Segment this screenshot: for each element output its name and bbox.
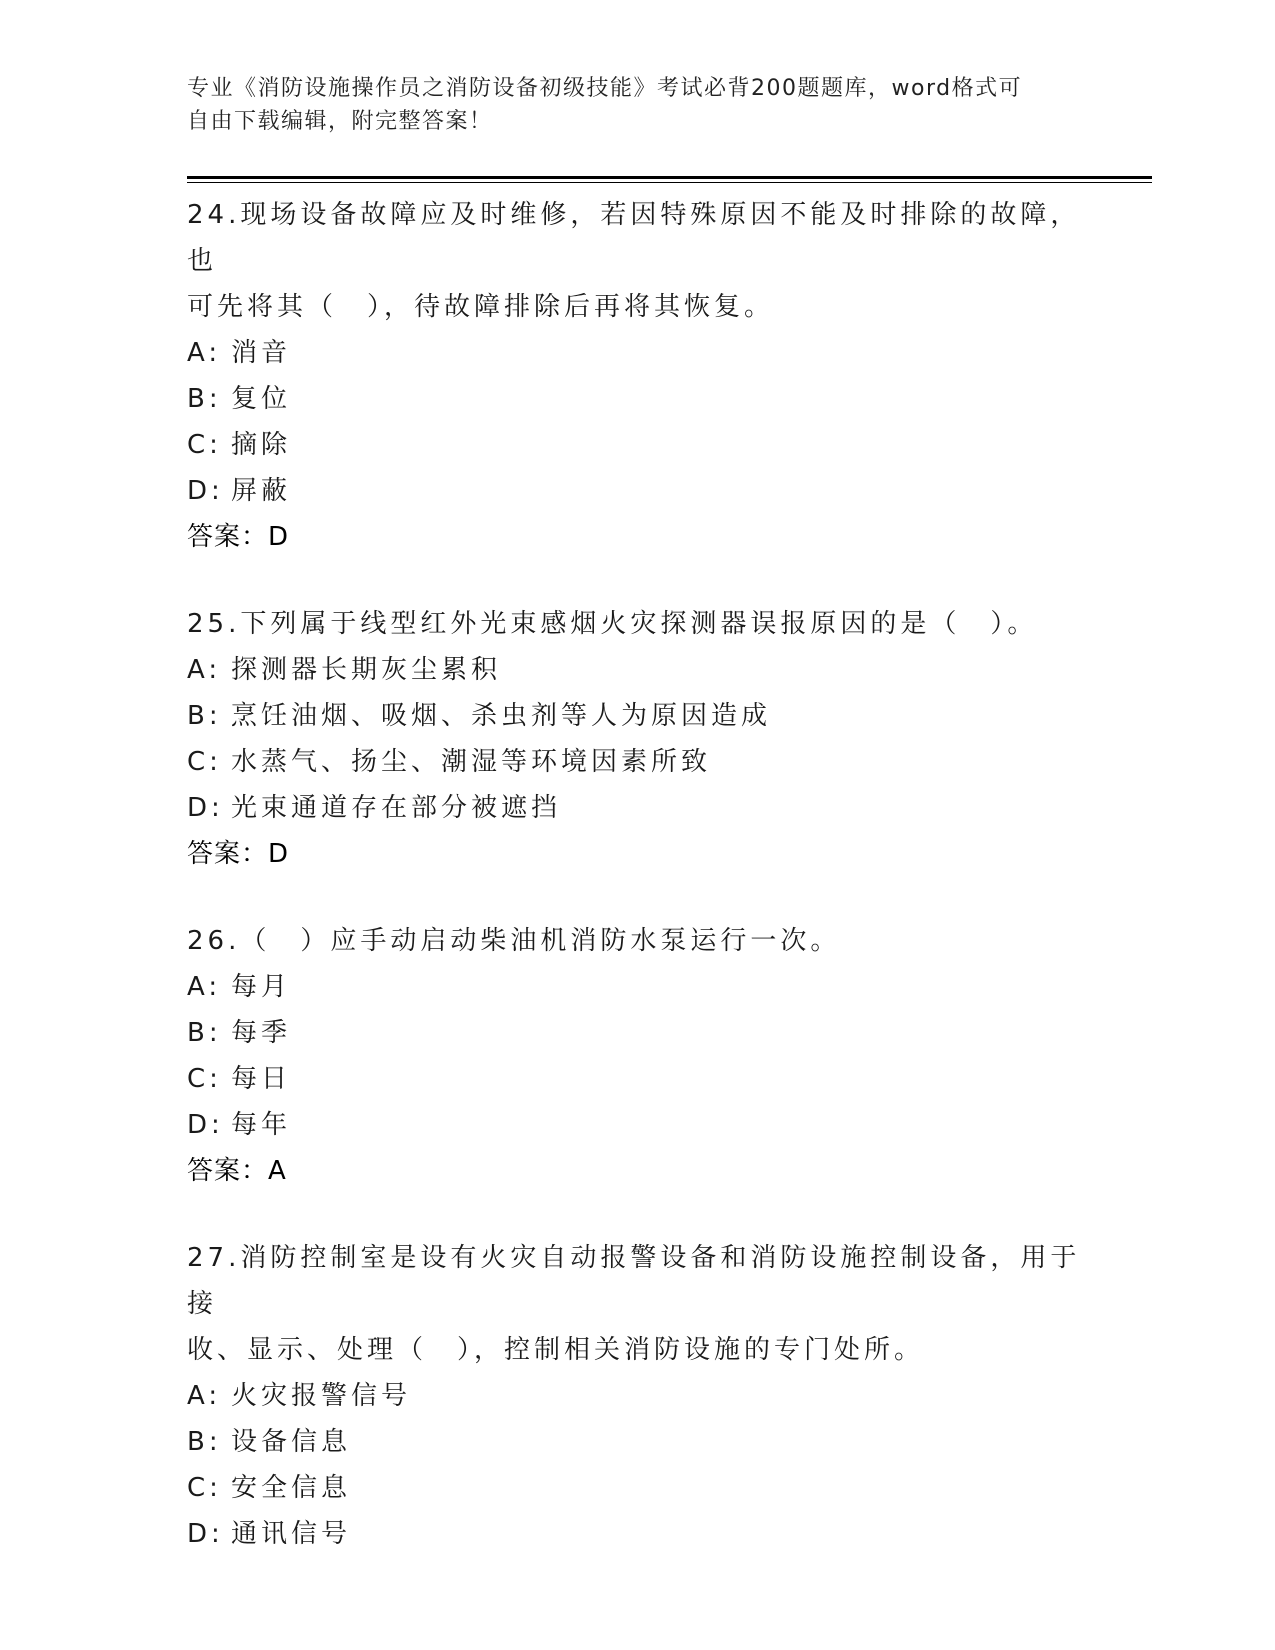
option-a [187,647,1087,693]
option-key: D: [187,793,224,823]
option-text: 烹饪油烟、吸烟、杀虫剂等人为原因造成 [231,701,772,731]
option-text: 屏蔽 [231,476,292,506]
option-d [187,1102,1087,1148]
option-text: 摘除 [231,430,292,460]
option-text: 复位 [231,384,292,414]
option-text: 通讯信号 [231,1519,352,1549]
question-stem [187,1235,1087,1373]
option-d [187,468,1087,514]
answer-line: 答案：D [187,839,290,869]
option-key: B: [187,701,222,731]
option-key: B: [187,384,222,414]
option-c [187,1465,1087,1511]
option-text: 每日 [231,1064,292,1094]
question-25 [187,601,1087,877]
option-key: D: [187,476,224,506]
header-divider-thick [187,176,1152,179]
option-a [187,1373,1087,1419]
answer-line: 答案：D [187,522,290,552]
document-header [187,72,1067,138]
question-stem-line: 27.消防控制室是设有火灾自动报警设备和消防设施控制设备，用于接 [187,1243,1081,1319]
option-key: C: [187,430,222,460]
option-text: 水蒸气、扬尘、潮湿等环境因素所致 [231,747,712,777]
option-key: C: [187,747,222,777]
header-divider-thin [187,182,1152,183]
question-stem-line: 可先将其（ ），待故障排除后再将其恢复。 [187,292,775,322]
option-text: 每季 [231,1018,292,1048]
option-key: D: [187,1519,224,1549]
option-key: A: [187,972,222,1002]
question-stem-line: 24.现场设备故障应及时维修，若因特殊原因不能及时排除的故障，也 [187,200,1081,276]
option-key: A: [187,655,222,685]
question-stem-line: 收、显示、处理（ ），控制相关消防设施的专门处所。 [187,1335,925,1365]
option-text: 设备信息 [231,1427,352,1457]
option-a [187,330,1087,376]
answer-line: 答案：A [187,1156,287,1186]
option-b [187,1419,1087,1465]
option-text: 消音 [231,338,292,368]
question-stem-line: 26.（ ）应手动启动柴油机消防水泵运行一次。 [187,926,841,956]
option-key: A: [187,338,222,368]
option-d [187,785,1087,831]
option-text: 每月 [231,972,292,1002]
option-c [187,422,1087,468]
question-24 [187,192,1087,560]
option-key: B: [187,1018,222,1048]
option-a [187,964,1087,1010]
question-stem [187,601,1087,647]
option-c [187,1056,1087,1102]
question-27 [187,1235,1087,1557]
option-text: 火灾报警信号 [231,1381,412,1411]
option-key: C: [187,1064,222,1094]
option-text: 安全信息 [231,1473,352,1503]
question-26 [187,918,1087,1194]
option-key: B: [187,1427,222,1457]
question-stem-line: 25.下列属于线型红外光束感烟火灾探测器误报原因的是（ ）。 [187,609,1038,639]
option-c [187,739,1087,785]
header-line-1: 专业《消防设施操作员之消防设备初级技能》考试必背200题题库，word格式可 [187,76,1023,101]
option-text: 光束通道存在部分被遮挡 [231,793,562,823]
question-stem [187,918,1087,964]
option-key: A: [187,1381,222,1411]
option-key: C: [187,1473,222,1503]
header-line-2: 自由下载编辑，附完整答案！ [187,109,493,134]
option-b [187,1010,1087,1056]
option-text: 每年 [231,1110,292,1140]
question-stem [187,192,1087,330]
option-d [187,1511,1087,1557]
question-list [187,192,1087,1557]
option-text: 探测器长期灰尘累积 [231,655,502,685]
option-b [187,376,1087,422]
option-key: D: [187,1110,224,1140]
option-b [187,693,1087,739]
